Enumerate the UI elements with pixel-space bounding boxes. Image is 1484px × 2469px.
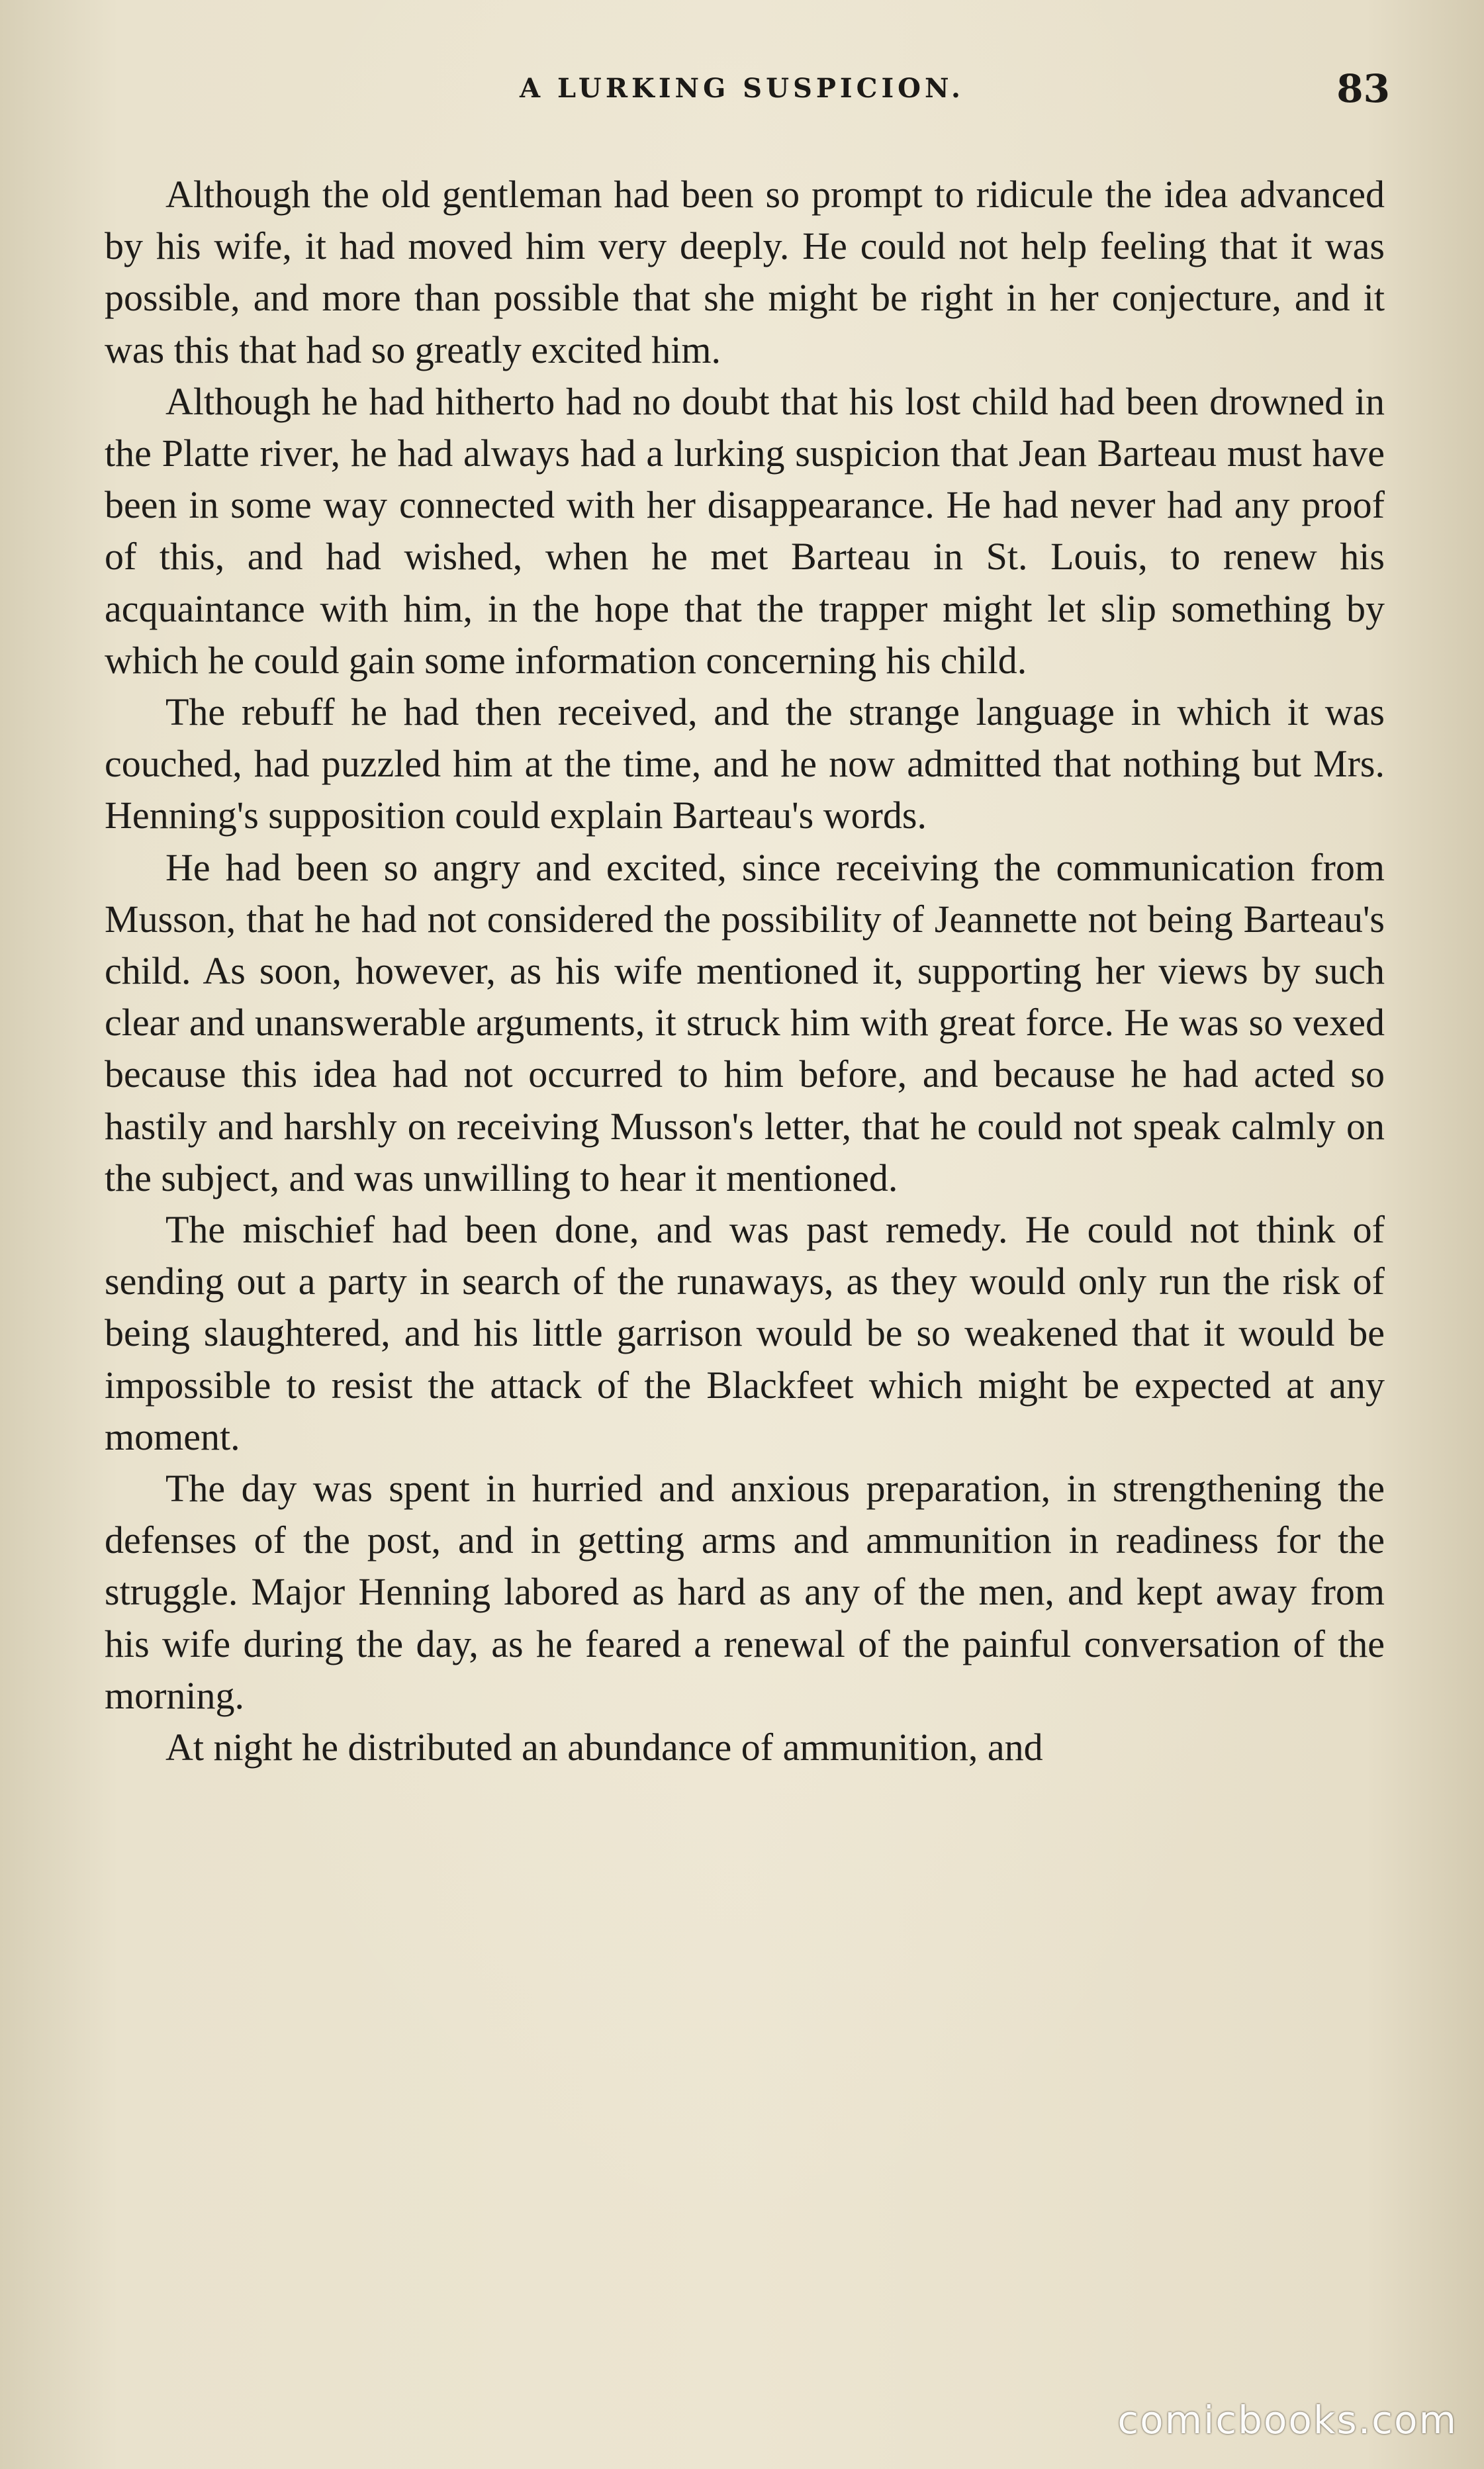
paragraph: At night he distributed an abundance of ammunition, and — [165, 1726, 1043, 1769]
paragraph: The rebuff he had then received, and the strange language in which it was couched, had puzzled him at the time, and he now admitted that nothing but Mrs. Henning's supposition could explain Barteau's words. — [105, 690, 1385, 837]
paragraph: The mischief had been done, and was past remedy. He could not think of sending out a party in search of the runaways, as they would only run the risk of being slaughtered, and his little garrison would be so weakened that it would be impossible to resist the attack of the Blackfeet which might be expected at any moment. — [105, 1208, 1385, 1458]
paragraph: Although he had hitherto had no doubt that his lost child had been drowned in the Platte river, he had always had a lurking suspicion that Jean Barteau must have been in some way connected with her disappearance. He had never had any proof of this, and had wished, when he met Barteau in St. Louis, to renew his acquaintance with him, in the hope that the trapper might let slip something by which he could gain some information concerning his child. — [105, 379, 1385, 682]
running-head: A LURKING SUSPICION. — [520, 73, 964, 104]
page-number: 83 — [1336, 66, 1390, 111]
page-header — [0, 66, 1484, 139]
paragraph: Although the old gentleman had been so prompt to ridicule the idea advanced by his wife, it had moved him very deeply. He could not help feeling that it was possible, and more than possible that she might be right in her conjecture, and it was this that had so greatly excited him. — [105, 173, 1385, 371]
body-text — [105, 169, 1385, 1773]
watermark: comicbooks.com — [1117, 2398, 1458, 2443]
paragraph: The day was spent in hurried and anxious preparation, in strengthening the defenses of the post, and in getting arms and ammunition in readiness for the struggle. Major Henning labored as hard as any of the men, and kept away from his wife during the day, as he feared a renewal of the painful conversation of the morning. — [105, 1467, 1385, 1717]
paragraph: He had been so angry and excited, since receiving the communication from Musson, that he had not considered the possibility of Jeannette not being Barteau's child. As soon, however, as his wife mentioned it, supporting her views by such clear and unanswerable arguments, it struck him with great force. He was so vexed because this idea had not occurred to him before, and because he had acted so hastily and harshly on receiving Musson's letter, that he could not speak calmly on the subject, and was unwilling to hear it mentioned. — [105, 845, 1385, 1199]
